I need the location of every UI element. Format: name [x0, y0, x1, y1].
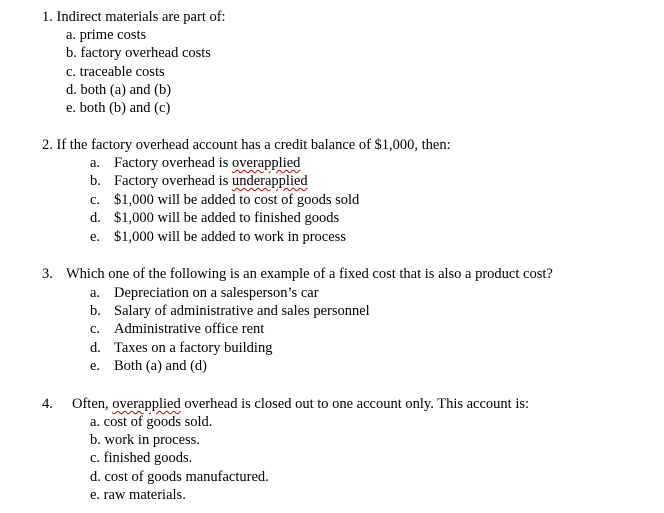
spellcheck-word: overapplied [231, 155, 301, 171]
option-letter: b. [90, 173, 101, 189]
option-3c [90, 320, 264, 338]
question-4 [42, 395, 529, 413]
question-text: Indirect materials are part of: [56, 9, 226, 25]
question-number: 3. [42, 266, 53, 282]
option-4d: d. cost of goods manufactured. [90, 469, 269, 485]
spellcheck-word: overapplied [112, 396, 181, 412]
question-text-rest: overhead is closed out to one account only. This account is: [180, 396, 530, 412]
option-1e: e. both (b) and (c) [66, 100, 171, 116]
option-letter: c. [90, 321, 101, 337]
option-3a [90, 284, 319, 302]
option-1d: d. both (a) and (b) [66, 82, 172, 98]
option-3b [90, 302, 370, 320]
option-text: Administrative office rent [114, 321, 265, 337]
option-2e [90, 228, 346, 246]
spellcheck-word: underapplied [231, 173, 308, 189]
option-letter: c. [90, 192, 101, 208]
option-1a: a. prime costs [66, 27, 147, 43]
option-letter: e. [90, 229, 101, 245]
question-number: 4. [42, 396, 53, 412]
option-1b: b. factory overhead costs [66, 45, 211, 61]
option-text: $1,000 will be added to work in process [114, 229, 346, 245]
option-letter: e. [90, 358, 101, 374]
option-letter: d. [90, 340, 101, 356]
option-text: $1,000 will be added to cost of goods sold [114, 192, 360, 208]
option-4c: c. finished goods. [90, 450, 193, 466]
option-text: Salary of administrative and sales personnel [114, 303, 370, 319]
option-4b: b. work in process. [90, 432, 200, 448]
option-2d [90, 209, 339, 227]
option-letter: a. [90, 155, 101, 171]
option-2a [90, 154, 300, 172]
option-text: Both (a) and (d) [114, 358, 208, 374]
question-number: 1. [42, 9, 53, 25]
question-number: 2. [42, 137, 53, 153]
question-3 [42, 265, 553, 283]
option-text: Factory overhead is [114, 173, 232, 189]
question-text: If the factory overhead account has a credit balance of $1,000, then: [56, 137, 451, 153]
option-text: $1,000 will be added to finished goods [114, 210, 340, 226]
question-2 [42, 136, 451, 154]
option-letter: b. [90, 303, 101, 319]
question-text: Which one of the following is an example of a fixed cost that is also a product cost? [66, 266, 553, 282]
option-text: Factory overhead is [114, 155, 232, 171]
option-4a: a. cost of goods sold. [90, 414, 213, 430]
option-4e: e. raw materials. [90, 487, 186, 503]
option-2b [90, 172, 308, 190]
option-3d [90, 339, 272, 357]
option-letter: a. [90, 285, 101, 301]
option-text: Taxes on a factory building [114, 340, 273, 356]
option-letter: d. [90, 210, 101, 226]
option-3e [90, 357, 207, 375]
option-1c: c. traceable costs [66, 64, 165, 80]
option-2c [90, 191, 359, 209]
question-text: Often, [72, 396, 113, 412]
option-text: Depreciation on a salesperson’s car [114, 285, 319, 301]
question-1 [42, 8, 226, 26]
